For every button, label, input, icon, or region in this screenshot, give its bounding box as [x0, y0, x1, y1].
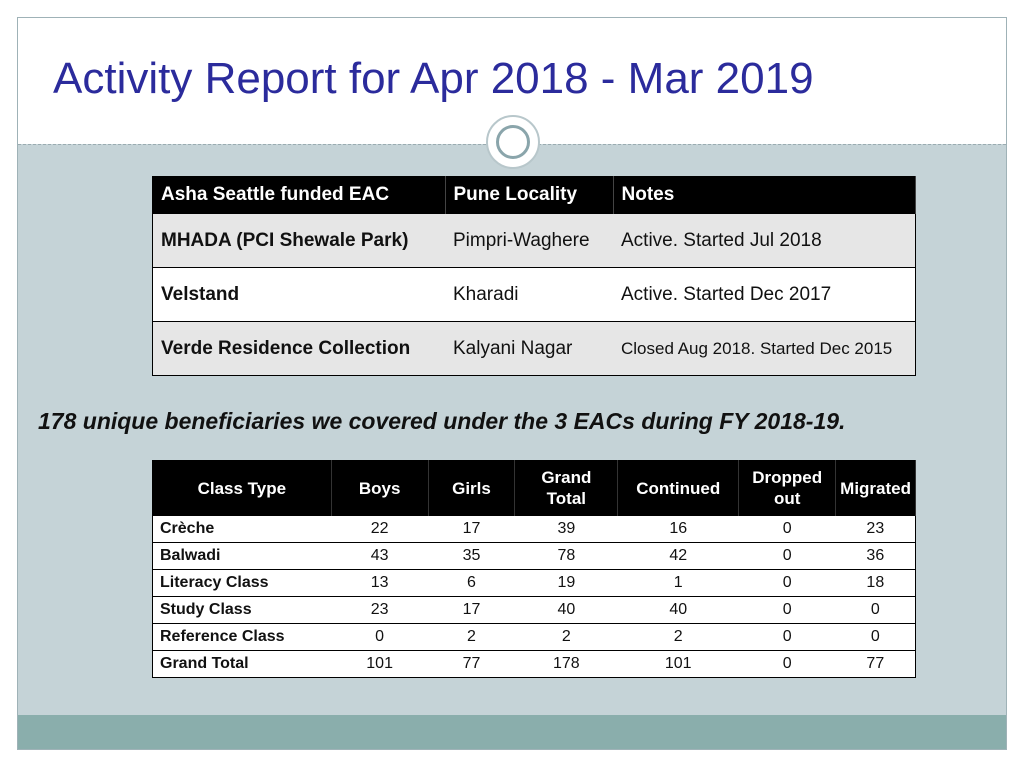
girls-count: 17	[428, 516, 515, 543]
eac-table	[152, 176, 916, 376]
circle-ornament-inner	[496, 125, 530, 159]
class-type: Reference Class	[153, 624, 332, 651]
class-type: Grand Total	[153, 651, 332, 678]
class-type: Balwadi	[153, 543, 332, 570]
continued-count: 16	[618, 516, 739, 543]
table-row	[153, 268, 916, 322]
migrated-count: 36	[836, 543, 916, 570]
dropped-count: 0	[739, 570, 836, 597]
dropped-count: 0	[739, 624, 836, 651]
boys-count: 13	[331, 570, 428, 597]
dropped-count: 0	[739, 597, 836, 624]
table-row	[153, 624, 916, 651]
slide	[17, 17, 1007, 750]
girls-count: 77	[428, 651, 515, 678]
dropped-count: 0	[739, 543, 836, 570]
continued-count: 101	[618, 651, 739, 678]
table-row	[153, 322, 916, 376]
boys-count: 22	[331, 516, 428, 543]
eac-header-locality: Pune Locality	[445, 177, 613, 214]
class-type: Crèche	[153, 516, 332, 543]
class-header-girls: Girls	[428, 461, 515, 516]
continued-count: 40	[618, 597, 739, 624]
grand-total-count: 2	[515, 624, 618, 651]
migrated-count: 23	[836, 516, 916, 543]
grand-total-count: 39	[515, 516, 618, 543]
table-row	[153, 651, 916, 678]
class-header-type: Class Type	[153, 461, 332, 516]
grand-total-count: 19	[515, 570, 618, 597]
eac-notes: Active. Started Dec 2017	[613, 268, 916, 322]
eac-locality: Pimpri-Waghere	[445, 214, 613, 268]
eac-locality: Kharadi	[445, 268, 613, 322]
class-header-boys: Boys	[331, 461, 428, 516]
class-type: Study Class	[153, 597, 332, 624]
eac-name: MHADA (PCI Shewale Park)	[153, 214, 446, 268]
continued-count: 42	[618, 543, 739, 570]
boys-count: 0	[331, 624, 428, 651]
class-type: Literacy Class	[153, 570, 332, 597]
class-header-dropped-out: Dropped out	[739, 461, 836, 516]
migrated-count: 18	[836, 570, 916, 597]
dropped-count: 0	[739, 651, 836, 678]
circle-ornament-icon	[486, 115, 540, 169]
girls-count: 6	[428, 570, 515, 597]
boys-count: 43	[331, 543, 428, 570]
class-header-grand-total: Grand Total	[515, 461, 618, 516]
girls-count: 35	[428, 543, 515, 570]
boys-count: 23	[331, 597, 428, 624]
boys-count: 101	[331, 651, 428, 678]
eac-header-notes: Notes	[613, 177, 916, 214]
table-row	[153, 570, 916, 597]
girls-count: 2	[428, 624, 515, 651]
grand-total-count: 40	[515, 597, 618, 624]
eac-header-eac: Asha Seattle funded EAC	[153, 177, 446, 214]
class-header-migrated: Migrated	[836, 461, 916, 516]
migrated-count: 0	[836, 597, 916, 624]
girls-count: 17	[428, 597, 515, 624]
eac-table-header-row	[153, 177, 916, 214]
eac-name: Velstand	[153, 268, 446, 322]
table-row	[153, 597, 916, 624]
page-title: Activity Report for Apr 2018 - Mar 2019	[53, 54, 814, 103]
class-table-header-row	[153, 461, 916, 516]
grand-total-count: 178	[515, 651, 618, 678]
class-header-continued: Continued	[618, 461, 739, 516]
eac-name: Verde Residence Collection	[153, 322, 446, 376]
footer-band	[18, 715, 1006, 749]
table-row	[153, 214, 916, 268]
beneficiaries-summary: 178 unique beneficiaries we covered under the 3 EACs during FY 2018-19.	[38, 408, 846, 434]
table-row	[153, 516, 916, 543]
migrated-count: 0	[836, 624, 916, 651]
eac-notes: Active. Started Jul 2018	[613, 214, 916, 268]
eac-notes: Closed Aug 2018. Started Dec 2015	[613, 322, 916, 376]
eac-locality: Kalyani Nagar	[445, 322, 613, 376]
class-table	[152, 460, 916, 678]
continued-count: 1	[618, 570, 739, 597]
table-row	[153, 543, 916, 570]
continued-count: 2	[618, 624, 739, 651]
grand-total-count: 78	[515, 543, 618, 570]
migrated-count: 77	[836, 651, 916, 678]
dropped-count: 0	[739, 516, 836, 543]
